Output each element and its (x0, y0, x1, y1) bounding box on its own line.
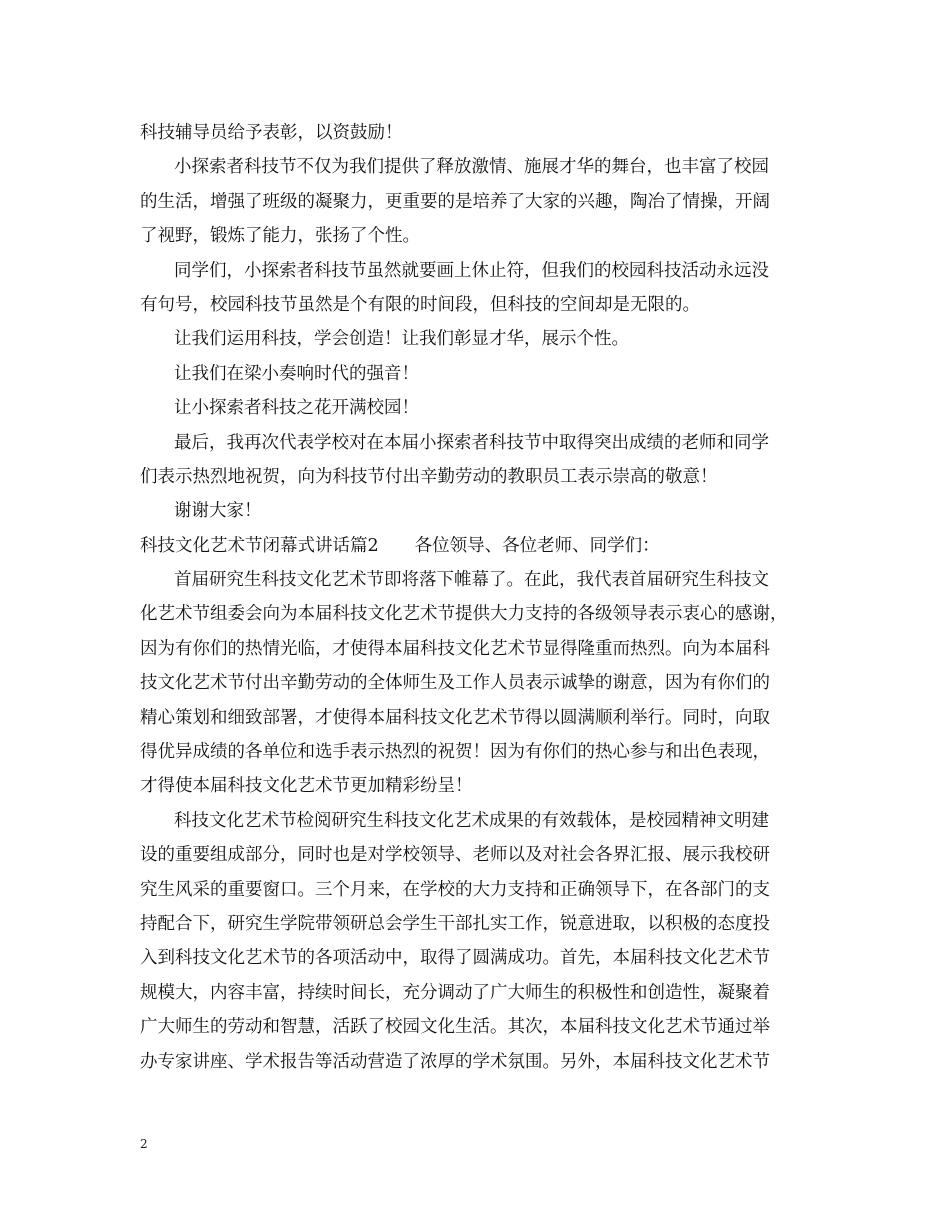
paragraph-start-line: 首届研究生科技文化艺术节即将落下帷幕了。在此，我代表首届研究生科技文 (174, 570, 769, 591)
text-line: 了视野，锻炼了能力，张扬了个性。 (140, 226, 420, 247)
section-heading-line (140, 529, 840, 563)
paragraph-start-line: 科技文化艺术节检阅研究生科技文化艺术成果的有效载体，是校园精神文明建 (174, 810, 769, 831)
text-line: 技文化艺术节付出辛勤劳动的全体师生及工作人员表示诚挚的谢意，因为有你们的 (140, 673, 770, 694)
text-line: 究生风采的重要窗口。三个月来，在学校的大力支持和正确领导下，在各部门的支 (140, 879, 770, 900)
paragraph-start-line: 谢谢大家！ (174, 501, 262, 522)
document-body (140, 116, 840, 1079)
text-line: 广大师生的劳动和智慧，活跃了校园文化生活。其次，本届科技文化艺术节通过举 (140, 1017, 770, 1038)
section-title: 科技文化艺术节闭幕式讲话篇2 (140, 535, 379, 556)
salutation: 各位领导、各位老师、同学们： (414, 535, 660, 556)
paragraph-start-line: 让我们在梁小奏响时代的强音！ (174, 363, 419, 384)
text-line: 办专家讲座、学术报告等活动营造了浓厚的学术氛围。另外，本届科技文化艺术节 (140, 1051, 770, 1072)
text-line: 化艺术节组委会向为本届科技文化艺术节提供大力支持的各级领导表示衷心的感谢， (140, 604, 788, 625)
text-line: 有句号，校园科技节虽然是个有限的时间段，但科技的空间却是无限的。 (140, 294, 700, 315)
text-line: 因为有你们的热情光临，才使得本届科技文化艺术节显得隆重而热烈。向为本届科 (140, 638, 770, 659)
paragraph-start-line: 让我们运用科技，学会创造！让我们彰显才华，展示个性。 (174, 329, 629, 350)
paragraph-start-line: 最后，我再次代表学校对在本届小探索者科技节中取得突出成绩的老师和同学 (174, 432, 769, 453)
text-line: 的生活，增强了班级的凝聚力，更重要的是培养了大家的兴趣，陶冶了情操，开阔 (140, 191, 770, 212)
text-line: 持配合下，研究生学院带领研总会学生干部扎实工作，锐意进取，以积极的态度投 (140, 913, 770, 934)
text-line: 得优异成绩的各单位和选手表示热烈的祝贺！因为有你们的热心参与和出色表现， (140, 742, 770, 763)
paragraph-start-line: 同学们，小探索者科技节虽然就要画上休止符，但我们的校园科技活动永远没 (174, 260, 769, 281)
text-line: 规模大，内容丰富，持续时间长，充分调动了广大师生的积极性和创造性，凝聚着 (140, 982, 770, 1003)
text-line: 科技辅导员给予表彰，以资鼓励！ (140, 123, 403, 143)
text-line: 精心策划和细致部署，才使得本届科技文化艺术节得以圆满顺利举行。同时，向取 (140, 707, 770, 728)
paragraph-start-line: 小探索者科技节不仅为我们提供了释放激情、施展才华的舞台，也丰富了校园 (174, 157, 769, 178)
text-line: 才得使本届科技文化艺术节更加精彩纷呈！ (140, 776, 473, 797)
text-line: 们表示热烈地祝贺，向为科技节付出辛勤劳动的教职员工表示崇高的敬意！ (140, 466, 718, 487)
page-number: 2 (140, 1137, 148, 1151)
paragraph-start-line: 让小探索者科技之花开满校园！ (174, 398, 419, 419)
text-line: 入到科技文化艺术节的各项活动中，取得了圆满成功。首先，本届科技文化艺术节 (140, 948, 770, 969)
text-line: 设的重要组成部分，同时也是对学校领导、老师以及对社会各界汇报、展示我校研 (140, 845, 770, 866)
